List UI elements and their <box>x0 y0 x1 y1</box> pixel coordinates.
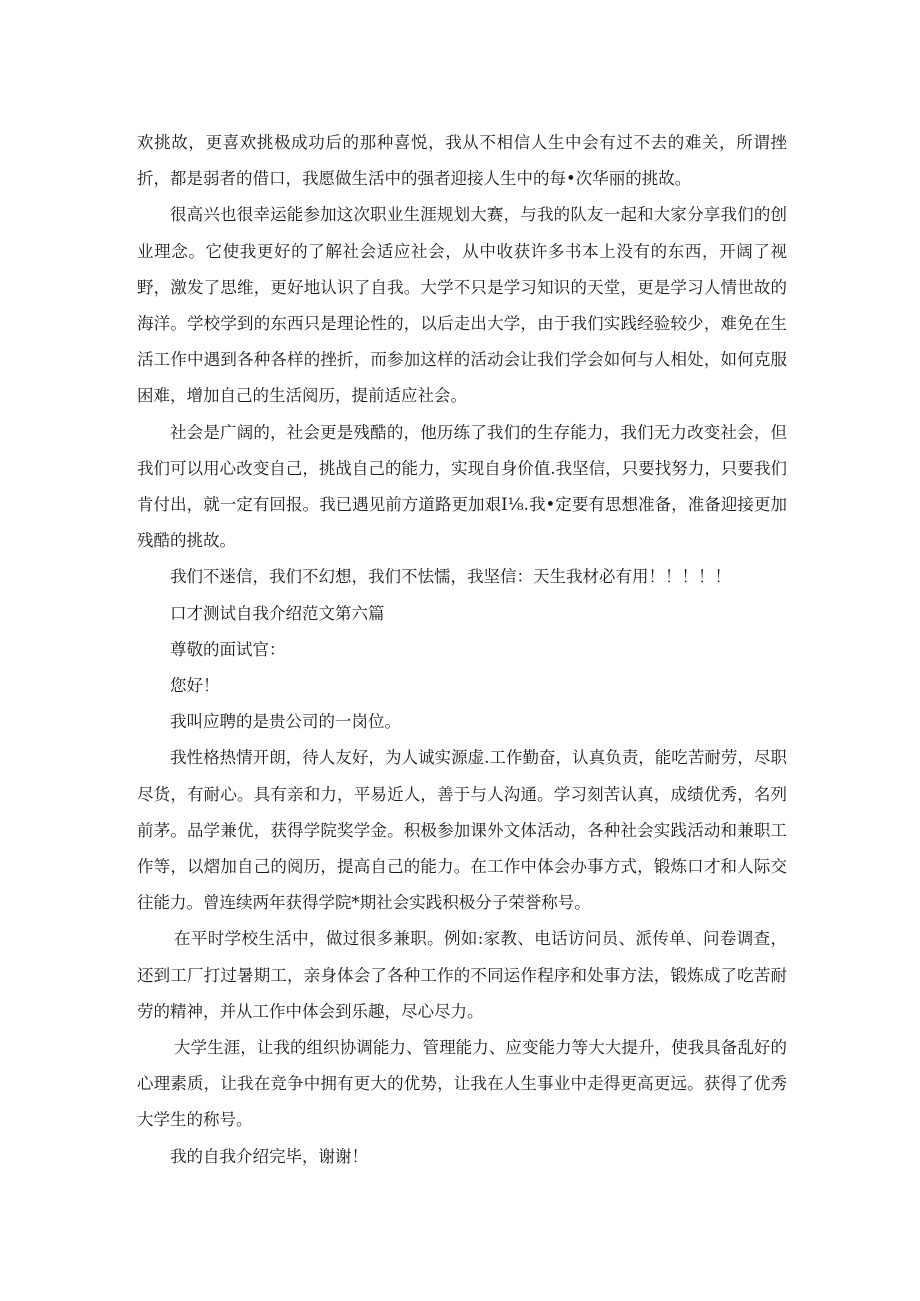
paragraph-3: 社会是广阔的，社会更是残酷的，他历练了我们的生存能力，我们无力改变社会，但我们可以用心改变自己，挑战自己的能力，实现自身价值.我坚信，只要找努力，只要我们肯付出，就一定有回报。我已遇见前方道路更加艰I⅛.我•定要有思想准备，准备迎接更加残酷的挑故。 <box>137 422 787 551</box>
document-page <box>137 125 787 1175</box>
section-heading: 口才测试自我介绍范文第六篇 <box>170 603 385 623</box>
paragraph-11: 大学生涯，让我的组织协调能力、管理能力、应变能力等大大提升，使我具备乱好的心理素质，让我在竞争中拥有更大的优势，让我在人生事业中走得更高更远。获得了优秀大学生的称号。 <box>137 1038 787 1130</box>
paragraph-9: 我性格热情开朗，待人友好，为人诚实源虚.工作勤奋，认真负责，能吃苦耐劳，尽职尽货，有耐心。具有亲和力，平易近人，善于与人沟通。学习刻苦认真，成绩优秀，名列前茅。品学兼优，获得学院奖学金。积极参加课外文体活动，各种社会实践活动和兼职工作等，以熠加自己的阅历，提高自己的能力。在工作中体会办事方式，锻炼口才和人际交往能力。曾连续两年获得学院*期社会实践积极分子荣誉称号。 <box>137 748 787 913</box>
paragraph-1: 欢挑故，更喜欢挑极成功后的那种喜悦，我从不相信人生中会有过不去的难关，所谓挫折，都是弱者的借口，我愿做生活中的强者迎接人生中的每•次华丽的挑故。 <box>137 133 787 189</box>
salutation: 尊敬的面试官： <box>170 639 286 659</box>
paragraph-10: 在平时学校生活中，做过很多兼职。例如:家教、电话访问员、派传单、问卷调查，还到工厂打过暑期工，亲身体会了各种工作的不同运作程序和处事方法，锻炼成了吃苦耐劳的精神，并从工作中体会到乐趣，尽心尽力。 <box>137 929 787 1021</box>
paragraph-4: 我们不迷信，我们不幻想，我们不怯懦，我坚信：天生我材必有用！！！！！ <box>170 567 731 587</box>
closing: 我的自我介绍完毕，谢谢！ <box>170 1146 368 1166</box>
paragraph-2: 很高兴也很幸运能参加这次职业生涯规划大赛，与我的队友一起和大家分享我们的创业理念。它使我更好的了解社会适应社会，从中收获许多书本上没有的东西，开阔了视野，激发了思维，更好地认识了自我。大学不只是学习知识的天堂，更是学习人情世故的海洋。学校学到的东西只是理论性的，以后走出大学，由于我们实践经验较少，难免在生活工作中遇到各种各样的挫折，而参加这样的活动会让我们学会如何与人相处，如何克服困难，增加自己的生活阅历，提前适应社会。 <box>137 205 787 406</box>
greeting: 您好！ <box>170 676 220 696</box>
paragraph-8: 我叫应聘的是贵公司的一岗位。 <box>170 712 401 732</box>
